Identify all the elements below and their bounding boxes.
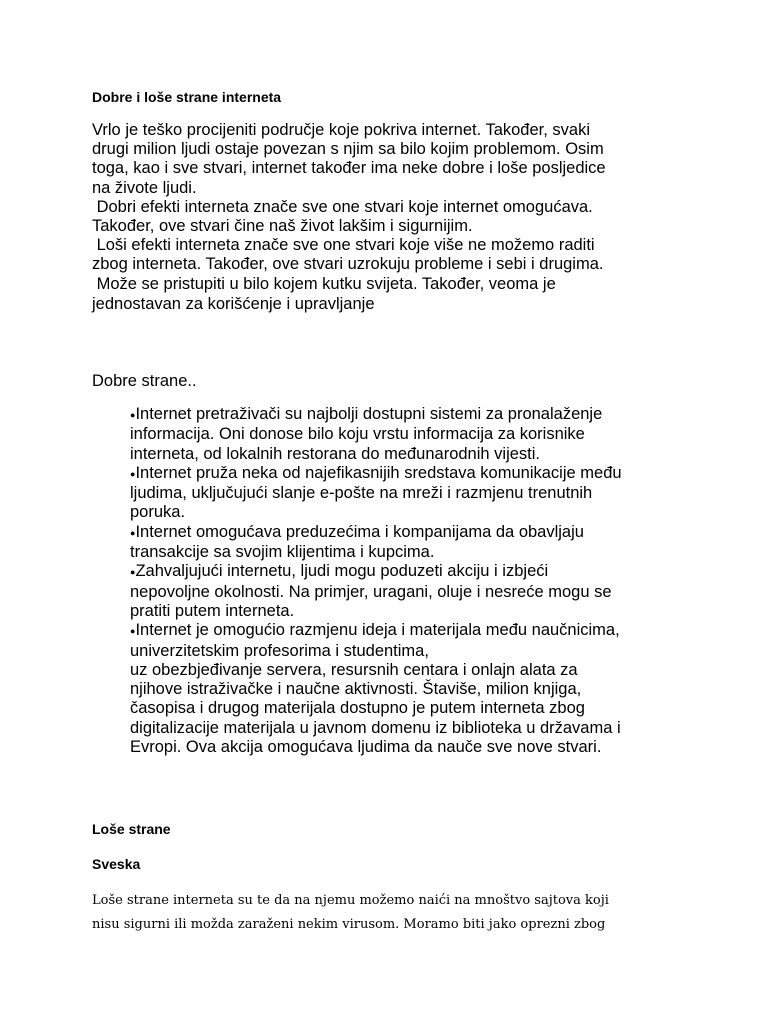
intro-line: Vrlo je teško procijeniti područje koje pokriva internet. Također, svaki [92,121,591,139]
bullet-icon: ● [130,410,136,420]
intro-line: jednostavan za korišćenje i upravljanje [92,294,375,313]
bullet-icon: ● [130,527,136,538]
list-item-line: Zahvaljujući internetu, ljudi mogu poduzeti akciju i izbjeći [135,562,549,581]
list-item-line: Internet je omogućio razmjenu ideja i materijala među naučnicima, [135,621,620,640]
bullet-icon: ● [130,626,136,637]
list-item-line: informacija. Oni donose bilo koju vrstu informacija za korisnike [130,425,585,444]
list-item [130,562,690,621]
list-item-line: univerzitetskim profesorima i studentima, [130,641,429,660]
list-item-line: nepovoljne okolnosti. Na primjer, uragani, oluje i nesreće mogu se [130,582,612,601]
list-item-line: Internet pretraživači su najbolji dostupni sistemi za pronalaženje [135,405,603,423]
intro-line: Također, ove stvari čine naš život lakšim i sigurnijim. [92,217,473,236]
pros-heading: Dobre strane.. [92,372,197,390]
list-item-line: digitalizacije materijala u javnom domenu iz biblioteka u državama i [130,718,621,737]
intro-line: toga, kao i sve stvari, internet također ima neke dobre i loše posljedice [92,159,606,178]
intro-paragraph [92,121,692,314]
list-item-line: interneta, od lokalnih restorana do međunarodnih vijesti. [130,444,541,463]
cons-line: nisu sigurni ili možda zaraženi nekim virusom. Moramo biti jako oprezni zbog [92,917,606,932]
pros-list [130,405,690,757]
intro-line: na živote ljudi. [92,178,197,197]
list-item-line: njihove istraživačke i naučne aktivnosti. Štaviše, milion knjiga, [130,680,582,699]
intro-line: Može se pristupiti u bilo kojem kutku svijeta. Također, veoma je [92,274,556,293]
cons-paragraph [92,889,692,937]
list-item-line: poruka. [130,503,186,522]
list-item [130,621,690,757]
list-item-line: Internet pruža neka od najefikasnijih sredstava komunikacije među [135,463,622,482]
list-item-line: pratiti putem interneta. [130,601,295,620]
intro-line: drugi milion ljudi ostaje povezan s njim sa bilo kojim problemom. Osim [92,140,604,159]
intro-line: Loši efekti interneta znače sve one stvari koje više ne možemo raditi [92,236,595,255]
list-item [130,405,690,464]
list-item-line: Internet omogućava preduzećima i kompanijama da obavljaju [135,522,584,541]
list-item-line: Evropi. Ova akcija omogućava ljudima da nauče sve nove stvari. [130,738,602,757]
list-item [130,523,690,563]
list-item-line: transakcije sa svojim klijentima i kupcima. [130,543,435,562]
list-item [130,464,690,523]
document-title: Dobre i loše strane interneta [92,89,282,105]
intro-line: zbog interneta. Također, ove stvari uzrokuju probleme i sebi i drugima. [92,255,604,274]
cons-line: Loše strane interneta su te da na njemu možemo naići na mnoštvo sajtova koji [92,893,609,908]
cons-subheading: Sveska [92,856,141,872]
bullet-icon: ● [130,567,136,578]
intro-line: Dobri efekti interneta znače sve one stvari koje internet omogućava. [92,197,593,216]
list-item-line: časopisa i drugog materijala dostupno je putem interneta zbog [130,699,585,718]
list-item-line: ljudima, uključujući slanje e-pošte na mreži i razmjenu trenutnih [130,484,593,503]
bullet-icon: ● [130,468,136,479]
list-item-line: uz obezbjeđivanje servera, resursnih centara i onlajn alata za [130,660,578,679]
cons-heading: Loše strane [92,821,171,837]
